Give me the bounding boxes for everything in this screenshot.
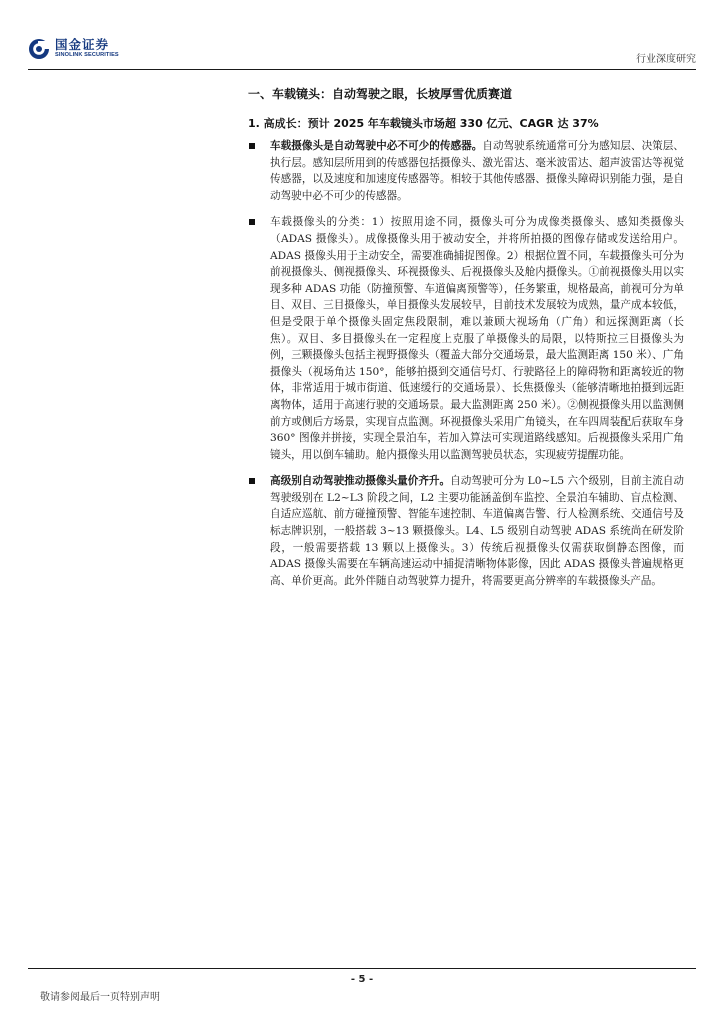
paragraph-camera-classification: [248, 214, 684, 463]
logo-chinese-name: 国金证券: [55, 36, 110, 52]
bullet-square-icon: [249, 219, 255, 225]
bullet-square-icon: [249, 143, 255, 149]
paragraph-lead: 高级别自动驾驶推动摄像头量价齐升。: [270, 475, 451, 488]
paragraph-body: 自动驾驶系统通常可分为感知层、决策层、执行层。感知层所用到的传感器包括摄像头、激光雷达、毫米波雷达、超声波雷达等视觉传感器，以及速度和加速度传感器等。相较于其他传感器、摄像头障碍识别能力强，是自动驾驶中必不可少的传感器。: [270, 140, 685, 202]
footer-divider: [28, 968, 696, 969]
footer-disclaimer: 敬请参阅最后一页特别声明: [40, 992, 160, 1003]
report-type-label: 行业深度研究: [636, 54, 696, 65]
paragraph-body: 车载摄像头的分类：1）按照用途不同，摄像头可分为成像类摄像头、感知类摄像头（ADAS 摄像头）。成像摄像头用于被动安全，并将所拍摄的图像存储或发送给用户。ADAS 摄像头用于主动安全，需要准确捕捉图像。2）根据位置不同，车载摄像头可分为前视摄像头、侧视摄像头、环视摄像头、后视摄像头及舱内摄像头。①前视摄像头用以实现多种 ADAS 功能（防撞预警、车道偏离预警等），任务繁重，规格最高，前视可分为单目、双目、三目摄像头，单目摄像头发展较早，目前技术发展较为成熟，量产成本较低，但是受限于单个摄像头固定焦段限制，难以兼顾大视场角（广角）和远探测距离（长焦）。双目、多目摄像头在一定程度上克服了单摄像头的局限，以特斯拉三目摄像头为例，三颗摄像头包括主视野摄像头（覆盖大部分交通场景，最大监测距离 150 米）、广角摄像头（视场角达 150°，能够拍摄到交通信号灯、行驶路径上的障碍物和距离较近的物体，非常适用于城市街道、低速缓行的交通场景）、长焦摄像头（能够清晰地拍摄到远距离物体，适用于高速行驶的交通场景。最大监测距离 250 米）。②侧视摄像头用以监测侧前方或侧后方场景，实现盲点监测。环视摄像头采用广角镜头，在车四周装配后获取车身 360° 图像并拼接，实现全景泊车，若加入算法可实现道路线感知。后视摄像头采用广角镜头，用以倒车辅助。舱内摄像头用以监测驾驶员状态，实现疲劳提醒功能。: [270, 216, 684, 461]
subsection-title: 1. 高成长：预计 2025 年车载镜头市场超 330 亿元、CAGR 达 37%: [248, 117, 599, 130]
main-content: [248, 86, 684, 589]
section-title: 一、车载镜头：自动驾驶之眼，长坡厚雪优质赛道: [248, 87, 513, 101]
header-divider: [28, 69, 696, 70]
page-header: [28, 38, 696, 68]
page-number: - 5 -: [350, 974, 374, 985]
paragraph-autonomy-levels: [248, 473, 684, 589]
paragraph-sensor: [248, 138, 684, 204]
company-logo: [28, 38, 119, 60]
paragraph-body: 自动驾驶可分为 L0~L5 六个级别，目前主流自动驾驶级别在 L2~L3 阶段之间，L2 主要功能涵盖倒车监控、全景泊车辅助、盲点检测、自适应巡航、前方碰撞预警、智能车速控制、车道偏离告警、行人检测系统、交通信号及标志牌识别，一般搭载 3~13 颗摄像头。L4、L5 级别自动驾驶 ADAS 系统尚在研发阶段，一般需要搭载 13 颗以上摄像头。3）传统后视摄像头仅需获取倒静态图像，而 ADAS 摄像头需要在车辆高速运动中捕捉清晰物体影像，因此 ADAS 摄像头普遍规格更高、单价更高。此外伴随自动驾驶算力提升，将需要更高分辨率的车载摄像头产品。: [270, 475, 684, 587]
sinolink-logo-icon: [28, 38, 50, 60]
paragraph-lead: 车载摄像头是自动驾驶中必不可少的传感器。: [270, 140, 483, 152]
logo-english-name: SINOLINK SECURITIES: [55, 52, 119, 59]
bullet-square-icon: [249, 478, 255, 484]
